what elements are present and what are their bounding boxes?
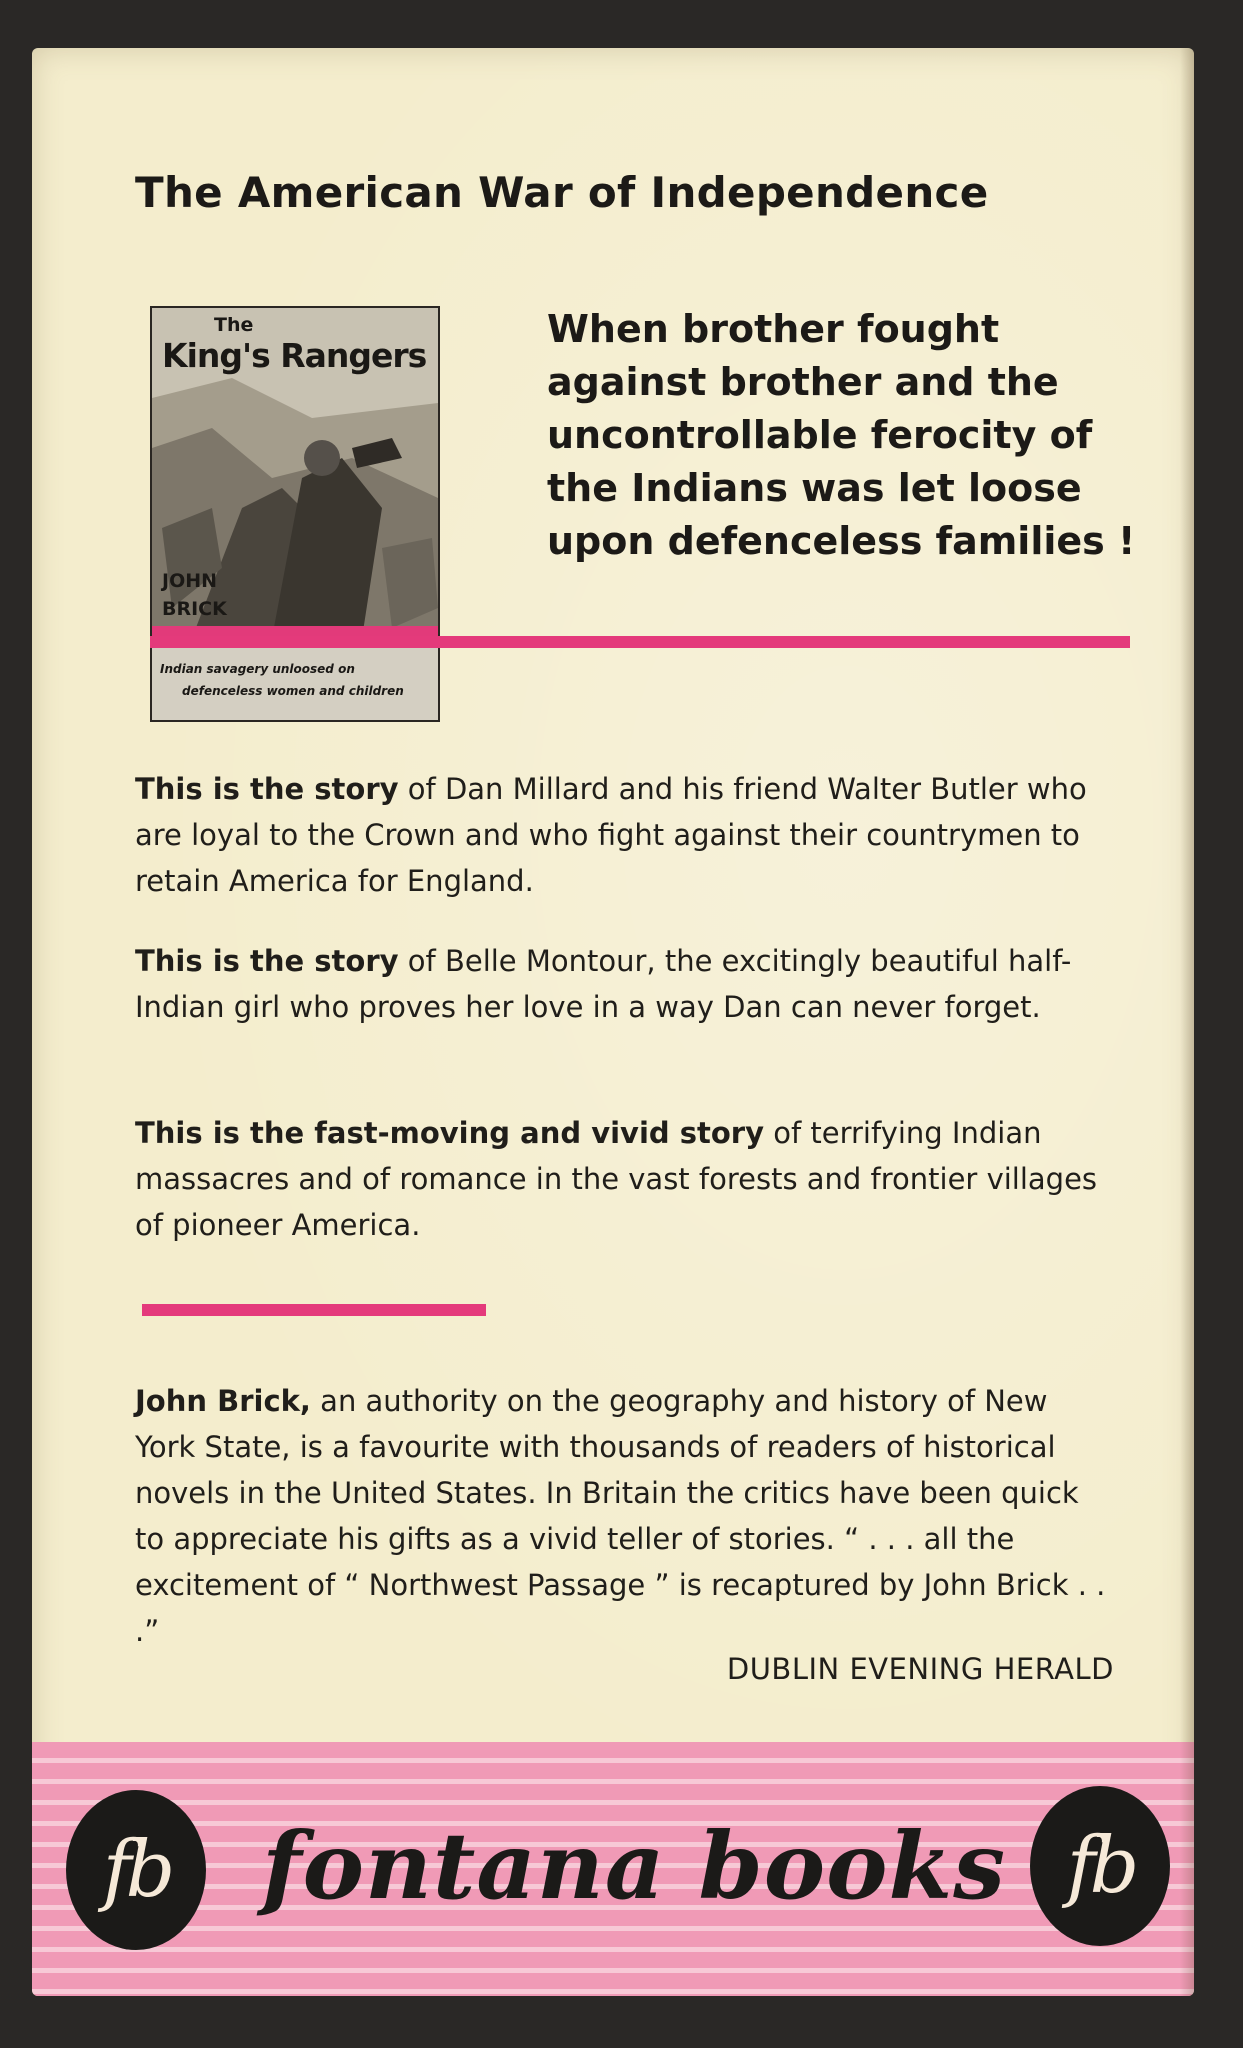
author-name: John Brick, — [135, 1384, 311, 1418]
paragraph-body: of Dan Millard and his friend Walter Butler who are loyal to the Crown and who fight against their countrymen to retain America for England. — [135, 772, 1087, 898]
publisher-brand: fontana books — [262, 1812, 1007, 1920]
thumbnail-title: King's Rangers — [162, 336, 427, 375]
pink-divider-bottom — [142, 1304, 486, 1316]
pink-divider-top — [150, 636, 1130, 648]
blurb-text: When brother fought against brother and the uncontrollable ferocity of the Indians was let loose upon defenceless families ! — [547, 307, 1136, 563]
fontana-logo-icon: fb — [1030, 1786, 1170, 1946]
story-paragraph-1 — [135, 766, 1115, 904]
book-back-cover — [32, 48, 1194, 1996]
paragraph-lead: This is the fast-moving and vivid story — [135, 1116, 764, 1150]
book-cover-thumbnail — [150, 306, 440, 722]
thumbnail-tagline-1: Indian savagery unloosed on — [160, 662, 355, 676]
paragraph-body: of terrifying Indian massacres and of romance in the vast forests and frontier villages of pioneer America. — [135, 1116, 1098, 1242]
story-paragraph-3 — [135, 1110, 1115, 1248]
fontana-logo-icon: fb — [66, 1790, 206, 1950]
publisher-footer — [32, 1742, 1194, 1996]
quote-source: DUBLIN EVENING HERALD — [726, 1652, 1114, 1686]
thumbnail-author-first: JOHN — [162, 570, 218, 592]
thumbnail-author-last: BRICK — [162, 598, 227, 620]
page-edge-shadow — [1180, 48, 1194, 1996]
thumbnail-pink-stripe — [152, 626, 438, 636]
paragraph-lead: This is the story — [135, 772, 399, 806]
thumbnail-title-the: The — [214, 314, 254, 336]
story-paragraph-2 — [135, 938, 1115, 1030]
headline: The American War of Independence — [135, 168, 989, 217]
paragraph-lead: This is the story — [135, 944, 399, 978]
author-bio — [135, 1378, 1115, 1654]
paragraph-body: of Belle Montour, the excitingly beautiful half-Indian girl who proves her love in a way Dan can never forget. — [135, 944, 1072, 1024]
author-bio-body: an authority on the geography and history of New York State, is a favourite with thousands of readers of historical novels in the United States. In Britain the critics have been quick to appreciate his gifts as a vivid teller of stories. “ . . . all the excitement of “ Northwest Passage ” is recaptured by John Brick . . .” — [135, 1384, 1106, 1648]
thumbnail-tagline-2: defenceless women and children — [182, 684, 404, 698]
